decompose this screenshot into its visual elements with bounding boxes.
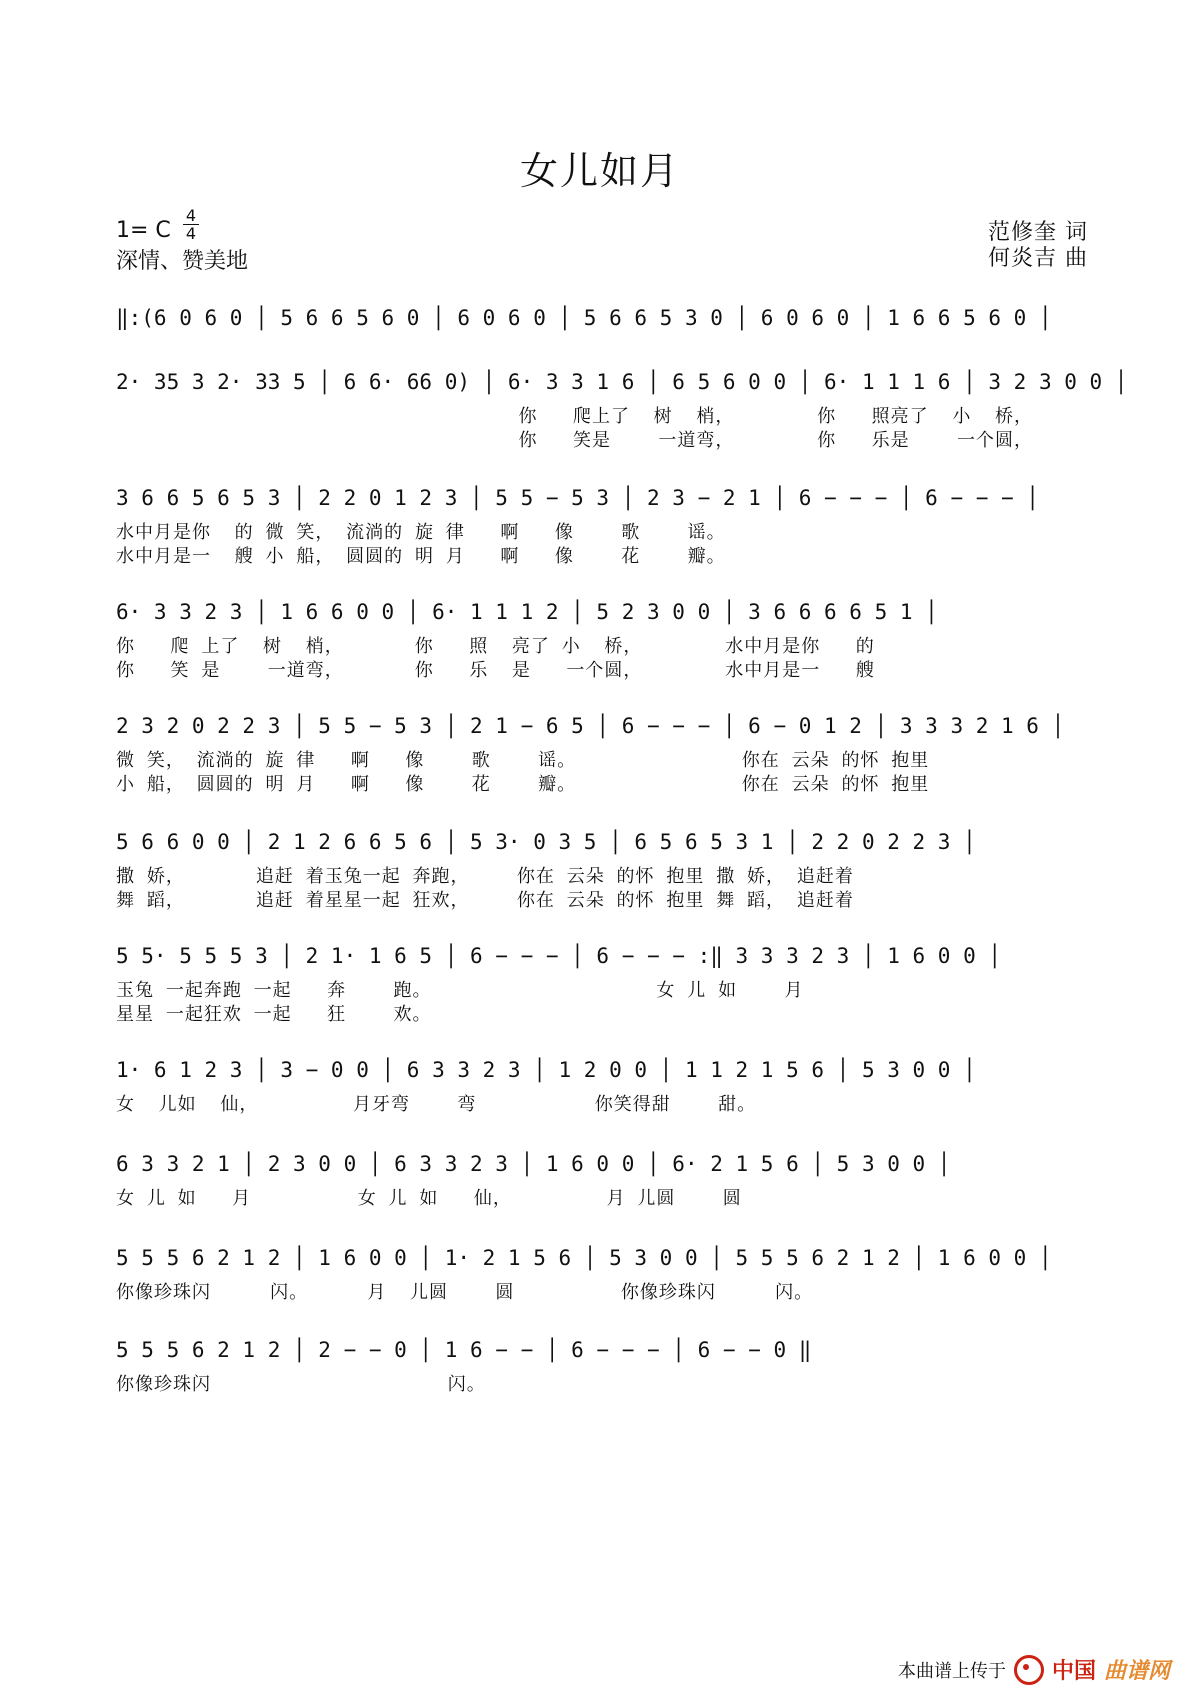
score-title: 女儿如月 bbox=[519, 149, 680, 193]
composer: 何炎吉 曲 bbox=[988, 246, 1088, 271]
lyric-verse-1: 你像珍珠闪 闪。 月 儿圆 圆 你像珍珠闪 闪。 bbox=[116, 1282, 814, 1303]
time-signature bbox=[183, 208, 199, 241]
notation-line: 2· 35 3 2· 33 5 │ 6 6· 66 0) │ 6· 3 3 1 6 │ 6 5 6 0 0 │ 6· 1 1 1 6 │ 3 2 3 0 0 │ bbox=[116, 370, 1128, 394]
notation-line: 1· 6 1 2 3 │ 3 − 0 0 │ 6 3 3 2 3 │ 1 2 0 0 │ 1 1 2 1 5 6 │ 5 3 0 0 │ bbox=[116, 1058, 976, 1082]
lyric-verse-2: 你 笑 是 一道弯， 你 乐 是 一个圆， 水中月是一 艘 bbox=[116, 660, 875, 681]
notation-line: ‖:(6 0 6 0 │ 5 6 6 5 6 0 │ 6 0 6 0 │ 5 6 6 5 3 0 │ 6 0 6 0 │ 1 6 6 5 6 0 │ bbox=[116, 306, 1052, 330]
lyric-verse-2: 水中月是一 艘 小 船， 圆圆的 明 月 啊 像 花 瓣。 bbox=[116, 546, 726, 567]
tempo-marking: 深情、赞美地 bbox=[116, 249, 249, 274]
key-signature: 1= C bbox=[116, 218, 171, 243]
lyric-verse-1: 女 儿如 仙， 月牙弯 弯 你笑得甜 甜。 bbox=[116, 1094, 757, 1115]
footer-watermark bbox=[898, 1654, 1170, 1685]
notation-line: 5 5 5 6 2 1 2 │ 2 − − 0 │ 1 6 − − │ 6 − − − │ 6 − − 0 ‖ bbox=[116, 1338, 812, 1362]
lyric-verse-1: 微 笑， 流淌的 旋 律 啊 像 歌 谣。 你在 云朵 的怀 抱里 bbox=[116, 750, 930, 771]
upload-text: 本曲谱上传于 bbox=[897, 1660, 1006, 1682]
site-logo-icon bbox=[1014, 1655, 1044, 1685]
lyric-verse-2: 舞 蹈， 追赶 着星星一起 狂欢， 你在 云朵 的怀 抱里 舞 蹈， 追赶着 bbox=[116, 890, 854, 911]
time-signature-top: 4 bbox=[185, 206, 197, 225]
lyric-verse-1: 玉兔 一起奔跑 一起 奔 跑。 女 儿 如 月 bbox=[116, 980, 804, 1001]
lyricist: 范修奎 词 bbox=[988, 220, 1088, 245]
site-name-part-1: 中国 bbox=[1051, 1659, 1096, 1684]
notation-line: 6 3 3 2 1 │ 2 3 0 0 │ 6 3 3 2 3 │ 1 6 0 0 │ 6· 2 1 5 6 │ 5 3 0 0 │ bbox=[116, 1152, 951, 1176]
notation-line: 3 6 6 5 6 5 3 │ 2 2 0 1 2 3 │ 5 5 − 5 3 │ 2 3 − 2 1 │ 6 − − − │ 6 − − − │ bbox=[116, 486, 1039, 510]
lyric-verse-1: 你像珍珠闪 闪。 bbox=[116, 1374, 486, 1395]
notation-line: 5 5 5 6 2 1 2 │ 1 6 0 0 │ 1· 2 1 5 6 │ 5 3 0 0 │ 5 5 5 6 2 1 2 │ 1 6 0 0 │ bbox=[116, 1246, 1052, 1270]
notation-line: 5 5· 5 5 5 3 │ 2 1· 1 6 5 │ 6 − − − │ 6 − − − :‖ 3 3 3 2 3 │ 1 6 0 0 │ bbox=[116, 944, 1002, 968]
lyric-verse-2: 你 笑是 一道弯， 你 乐是 一个圆， bbox=[116, 430, 1034, 451]
lyric-verse-1: 你 爬上了 树 梢， 你 照亮了 小 桥， bbox=[116, 406, 1034, 427]
site-name-part-2: 曲谱网 bbox=[1103, 1659, 1170, 1684]
credits bbox=[988, 220, 1088, 272]
lyric-verse-1: 你 爬 上了 树 梢， 你 照 亮了 小 桥， 水中月是你 的 bbox=[116, 636, 875, 657]
lyric-verse-1: 撒 娇， 追赶 着玉兔一起 奔跑， 你在 云朵 的怀 抱里 撒 娇， 追赶着 bbox=[116, 866, 854, 887]
notation-line: 6· 3 3 2 3 │ 1 6 6 0 0 │ 6· 1 1 1 2 │ 5 2 3 0 0 │ 3 6 6 6 6 5 1 │ bbox=[116, 600, 938, 624]
lyric-verse-1: 女 儿 如 月 女 儿 如 仙， 月 儿圆 圆 bbox=[116, 1188, 742, 1209]
lyric-verse-1: 水中月是你 的 微 笑， 流淌的 旋 律 啊 像 歌 谣。 bbox=[116, 522, 726, 543]
notation-line: 5 6 6 0 0 │ 2 1 2 6 6 5 6 │ 5 3· 0 3 5 │ 6 5 6 5 3 1 │ 2 2 0 2 2 3 │ bbox=[116, 830, 976, 854]
lyric-verse-2: 星星 一起狂欢 一起 狂 欢。 bbox=[116, 1004, 432, 1025]
time-signature-bottom: 4 bbox=[185, 224, 197, 243]
lyric-verse-2: 小 船， 圆圆的 明 月 啊 像 花 瓣。 你在 云朵 的怀 抱里 bbox=[116, 774, 930, 795]
notation-line: 2 3 2 0 2 2 3 │ 5 5 − 5 3 │ 2 1 − 6 5 │ 6 − − − │ 6 − 0 1 2 │ 3 3 3 2 1 6 │ bbox=[116, 714, 1065, 738]
